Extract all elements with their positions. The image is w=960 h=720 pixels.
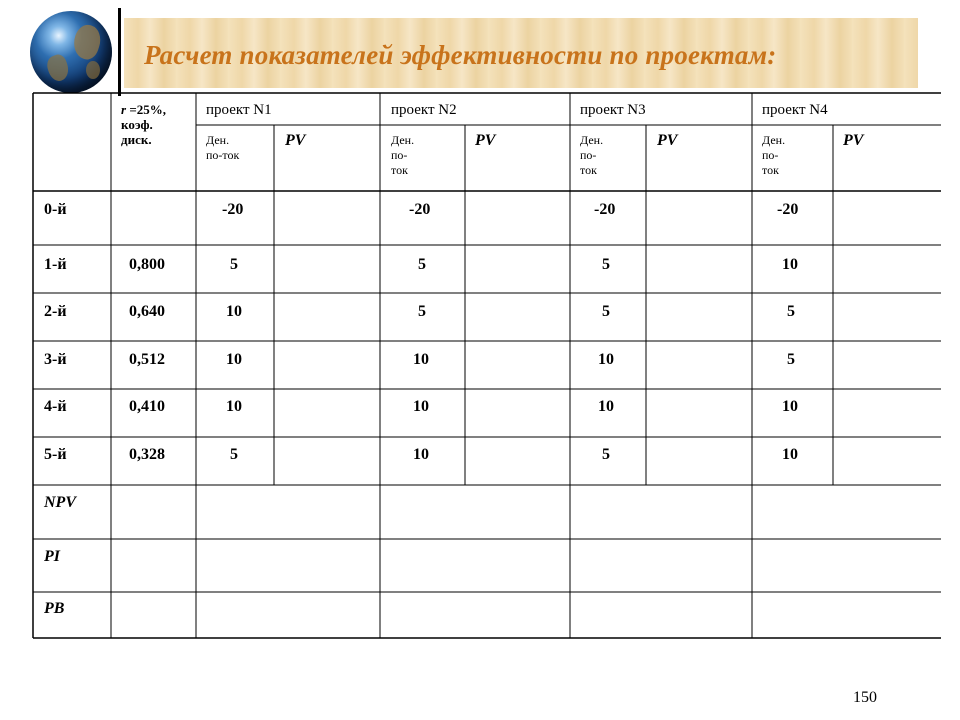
cash-flow-value: -20 (777, 201, 799, 218)
cash-flow-value: 10 (226, 398, 242, 415)
period-label: 2-й (44, 303, 67, 320)
discount-factor: 0,800 (129, 256, 165, 273)
cash-flow-value: 5 (602, 303, 610, 320)
cash-flow-label-4: Ден. по- ток (762, 133, 786, 177)
metric-pb-label: PB (44, 600, 65, 617)
cash-flow-value: 10 (226, 303, 242, 320)
title-divider (118, 8, 121, 96)
cash-flow-value: 5 (230, 256, 238, 273)
cash-flow-value: 5 (418, 303, 426, 320)
pv-header-1: PV (285, 132, 306, 149)
cash-flow-value: 10 (598, 351, 614, 368)
cash-flow-label-2: Ден. по- ток (391, 133, 415, 177)
cash-flow-value: 10 (413, 446, 429, 463)
discount-factor: 0,512 (129, 351, 165, 368)
cash-flow-value: 10 (782, 446, 798, 463)
cash-flow-value: 10 (413, 351, 429, 368)
cash-flow-value: 10 (782, 256, 798, 273)
cash-flow-value: -20 (409, 201, 431, 218)
rate-symbol: r (121, 102, 127, 117)
discount-factor: 0,640 (129, 303, 165, 320)
pv-header-4: PV (843, 132, 864, 149)
project-2-header: проект N2 (391, 102, 457, 118)
period-label: 0-й (44, 201, 67, 218)
slide-title: Расчет показателей эффективности по проектам: (144, 40, 777, 70)
period-label: 1-й (44, 256, 67, 273)
cash-flow-value: 5 (230, 446, 238, 463)
pv-header-2: PV (475, 132, 496, 149)
metric-pi-label: PI (44, 548, 60, 565)
rate-line-2: коэф. (121, 117, 153, 132)
cash-flow-value: 10 (413, 398, 429, 415)
cash-flow-value: 5 (418, 256, 426, 273)
cash-flow-label-3: Ден. по- ток (580, 133, 604, 177)
rate-header (121, 102, 166, 147)
project-3-header: проект N3 (580, 102, 646, 118)
rate-value: =25%, (126, 102, 166, 117)
rate-line-3: диск. (121, 132, 152, 147)
period-label: 5-й (44, 446, 67, 463)
cash-flow-value: 10 (598, 398, 614, 415)
period-label: 4-й (44, 398, 67, 415)
pv-header-3: PV (657, 132, 678, 149)
discount-factor: 0,410 (129, 398, 165, 415)
cash-flow-value: 10 (782, 398, 798, 415)
cash-flow-value: 5 (602, 256, 610, 273)
period-label: 3-й (44, 351, 67, 368)
metric-npv-label: NPV (44, 494, 76, 511)
cash-flow-value: 10 (226, 351, 242, 368)
page-number: 150 (853, 689, 877, 706)
cash-flow-value: 5 (787, 303, 795, 320)
discount-factor: 0,328 (129, 446, 165, 463)
cash-flow-value: 5 (787, 351, 795, 368)
globe-logo (30, 11, 112, 93)
project-1-header: проект N1 (206, 102, 272, 118)
cash-flow-value: 5 (602, 446, 610, 463)
project-4-header: проект N4 (762, 102, 828, 118)
cash-flow-value: -20 (594, 201, 616, 218)
cash-flow-value: -20 (222, 201, 244, 218)
cash-flow-label-1: Ден. по-ток (206, 133, 240, 162)
